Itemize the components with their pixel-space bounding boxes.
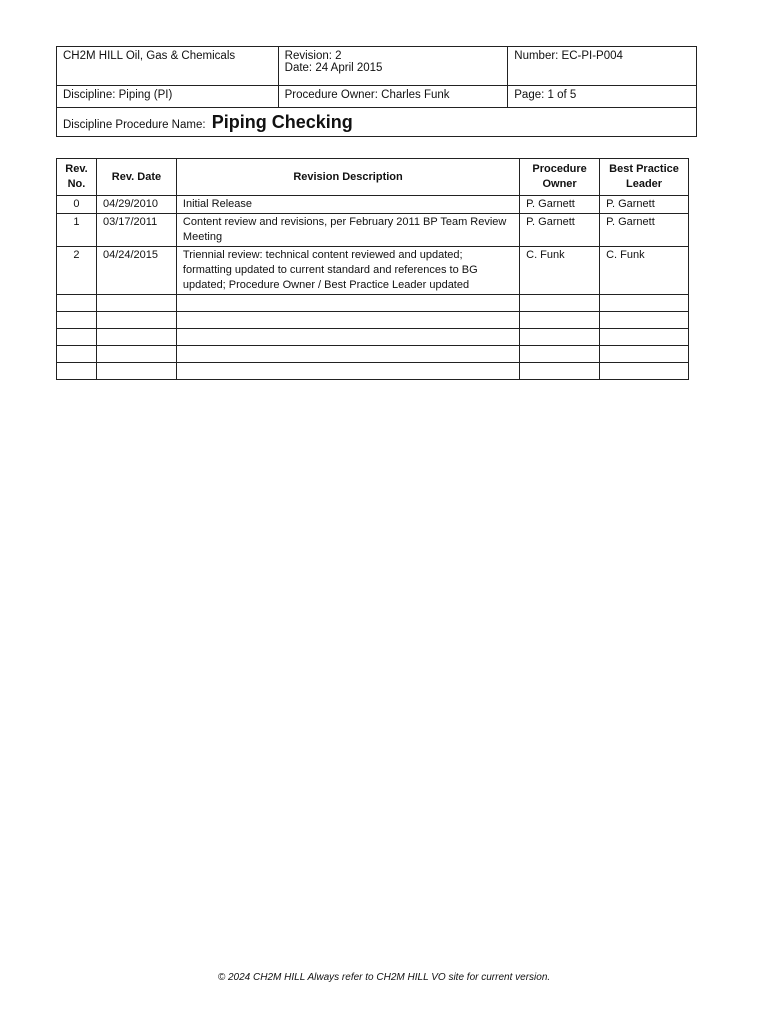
procedure-owner: Procedure Owner: Charles Funk — [284, 89, 450, 101]
rev-date: 03/17/2011 — [96, 214, 176, 247]
procedure-owner: P. Garnett — [520, 196, 600, 214]
revision-cell — [278, 47, 508, 86]
procedure-owner: P. Garnett — [520, 214, 600, 247]
revision-history-table — [56, 158, 689, 380]
best-practice-leader: P. Garnett — [600, 196, 689, 214]
page-cell — [508, 86, 697, 108]
document-number: Number: EC-PI-P004 — [514, 50, 623, 62]
procedure-owner: C. Funk — [520, 247, 600, 295]
revision-description: Triennial review: technical content reviewed and updated; formatting updated to current standard and references to BG updated; Procedure Owner / Best Practice Leader updated — [176, 247, 519, 295]
header-best-practice-leader: Best Practice Leader — [600, 159, 689, 196]
table-row — [57, 196, 689, 214]
revision-number: Revision: 2 — [284, 50, 342, 62]
discipline: Discipline: Piping (PI) — [63, 89, 173, 101]
revision-description: Initial Release — [176, 196, 519, 214]
empty-table-row — [57, 363, 689, 380]
revision-table-header-row — [57, 159, 689, 196]
revision-description: Content review and revisions, per February 2011 BP Team Review Meeting — [176, 214, 519, 247]
document-header-table — [56, 46, 697, 137]
company-name: CH2M HILL Oil, Gas & Chemicals — [63, 50, 236, 62]
page-number: Page: 1 of 5 — [514, 89, 577, 101]
discipline-cell — [57, 86, 279, 108]
rev-date: 04/24/2015 — [96, 247, 176, 295]
rev-no: 2 — [57, 247, 97, 295]
rev-date: 04/29/2010 — [96, 196, 176, 214]
procedure-name-cell — [57, 108, 697, 137]
empty-table-row — [57, 346, 689, 363]
empty-table-row — [57, 329, 689, 346]
best-practice-leader: P. Garnett — [600, 214, 689, 247]
procedure-name-label: Discipline Procedure Name: — [63, 118, 206, 131]
procedure-name: Piping Checking — [211, 111, 353, 132]
document-number-cell — [508, 47, 697, 86]
header-rev-date: Rev. Date — [96, 159, 176, 196]
procedure-owner-cell — [278, 86, 508, 108]
table-row — [57, 214, 689, 247]
company-cell — [57, 47, 279, 86]
best-practice-leader: C. Funk — [600, 247, 689, 295]
revision-date: Date: 24 April 2015 — [284, 62, 383, 74]
rev-no: 0 — [57, 196, 97, 214]
rev-no: 1 — [57, 214, 97, 247]
page-footer: © 2024 CH2M HILL Always refer to CH2M HILL VO site for current version. — [217, 972, 551, 983]
table-row — [57, 247, 689, 295]
header-rev-no: Rev. No. — [57, 159, 97, 196]
header-revision-description: Revision Description — [176, 159, 519, 196]
empty-table-row — [57, 295, 689, 312]
header-procedure-owner: Procedure Owner — [520, 159, 600, 196]
empty-table-row — [57, 312, 689, 329]
